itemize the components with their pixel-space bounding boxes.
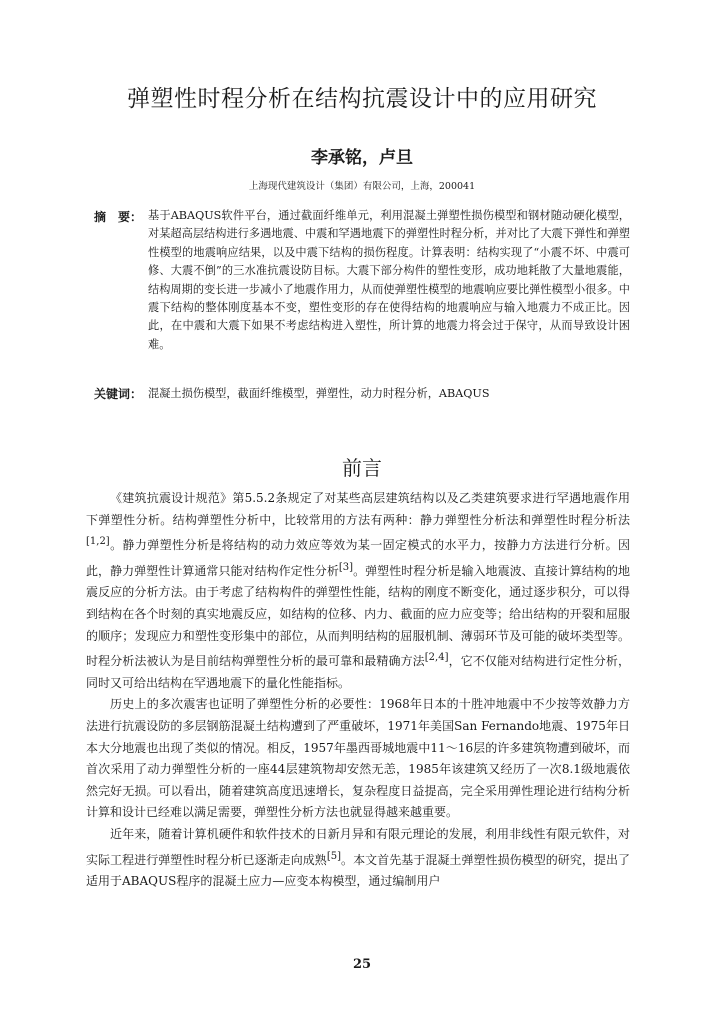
citation: [2,4] — [424, 652, 449, 664]
authors: 李承铭，卢旦 — [311, 148, 413, 168]
paragraph-text: 。弹塑性时程分析是输入地震波、直接计算结构的地震反应的分析方法。由于考虑了结构构件的弹塑性性能，结构的刚度不断变化，通过逐步积分，可以得到结构在各个时刻的真实地震反应，如结构的位移、内力、截面的应力应变等；给出结构的开裂和屈服的顺序；发现应力和塑性变形集中的部位，从而判明结构的屈服机制、薄弱环节及可能的破坏类型等。时程分析法被认为是目前结构弹塑性分析的最可靠和最精确方法 — [86, 563, 630, 669]
body-paragraph: 历史上的多次震害也证明了弹塑性分析的必要性：1968年日本的十胜冲地震中不少按等效静力方法进行抗震设防的多层钢筋混凝土结构遭到了严重破坏，1971年美国San Fernando地震、1975年日本大分地震也出现了类似的情况。相反，1957年墨西哥城地震中11～16层的许多建筑物遭到破坏，而首次采用了动力弹塑性分析的一座44层建筑物却安然无恙，1985年该建筑又经历了一次8.1级地震依然完好无损。可以看出，随着建筑高度迅速增长，复杂程度日益提高，完全采用弹性理论进行结构分析计算和设计已经难以满足需要，弹塑性分析方法也就显得越来越重要。 — [86, 697, 630, 820]
abstract-text: 基于ABAQUS软件平台，通过截面纤维单元，利用混凝土弹塑性损伤模型和钢材随动硬化模型，对某超高层结构进行多遇地震、中震和罕遇地震下的弹塑性时程分析，并对比了大震下弹性和弹塑性模型的地震响应结果，以及中震下结构的损伤程度。计算表明：结构实现了“小震不坏、中震可修、大震不倒”的三水准抗震设防目标。大震下部分构件的塑性变形，成功地耗散了大量地震能，结构周期的变长进一步减小了地震作用力，从而使弹塑性模型的地震响应要比弹性模型小很多。中震下结构的整体刚度基本不变，塑性变形的存在使得结构的地震响应与输入地震力不成正比。因此，在中震和大震下如果不考虑结构进入塑性，所计算的地震力将会过于保守，从而导致设计困难。 — [148, 209, 630, 351]
body-text — [86, 488, 630, 893]
citation: [3] — [338, 561, 354, 573]
abstract-label: 摘 要： — [94, 210, 143, 224]
paragraph-text: 《建筑抗震设计规范》第5.5.2条规定了对某些高层建筑结构以及乙类建筑要求进行罕遇地震作用下弹塑性分析。结构弹塑性分析中，比较常用的方法有两种：静力弹塑性分析法和弹塑性时程分析法 — [86, 491, 630, 527]
keywords-label: 关键词： — [94, 387, 143, 401]
section-title: 前言 — [342, 456, 382, 480]
body-paragraph — [86, 488, 630, 694]
paragraph-text: 。本文首先基于混凝土弹塑性损伤模型的研究，提出了适用于ABAQUS程序的混凝土应力—应变本构模型，通过编制用户 — [86, 852, 630, 889]
paragraph-text: 近年来，随着计算机硬件和软件技术的日新月异和有限元理论的发展，利用非线性有限元软件，对实际工程进行弹塑性时程分析已逐渐走向成熟 — [86, 826, 630, 867]
paragraph-text: ，它不仅能对结构进行定性分析，同时又可给出结构在罕遇地震下的量化性能指标。 — [86, 654, 630, 690]
keywords-text: 混凝土损伤模型，截面纤维模型，弹塑性，动力时程分析，ABAQUS — [148, 387, 490, 400]
citation: [5] — [326, 850, 341, 862]
citation: [1,2] — [86, 536, 110, 548]
paragraph-text: 。静力弹塑性分析是将结构的动力效应等效为某一固定模式的水平力，按静力方法进行分析。因此，静力弹塑性计算通常只能对结构作定性分析 — [86, 538, 630, 578]
page-number: 25 — [352, 957, 372, 972]
body-paragraph — [86, 824, 630, 893]
paper-title: 弹塑性时程分析在结构抗震设计中的应用研究 — [127, 86, 597, 112]
affiliation: 上海现代建筑设计（集团）有限公司，上海，200041 — [248, 181, 476, 192]
